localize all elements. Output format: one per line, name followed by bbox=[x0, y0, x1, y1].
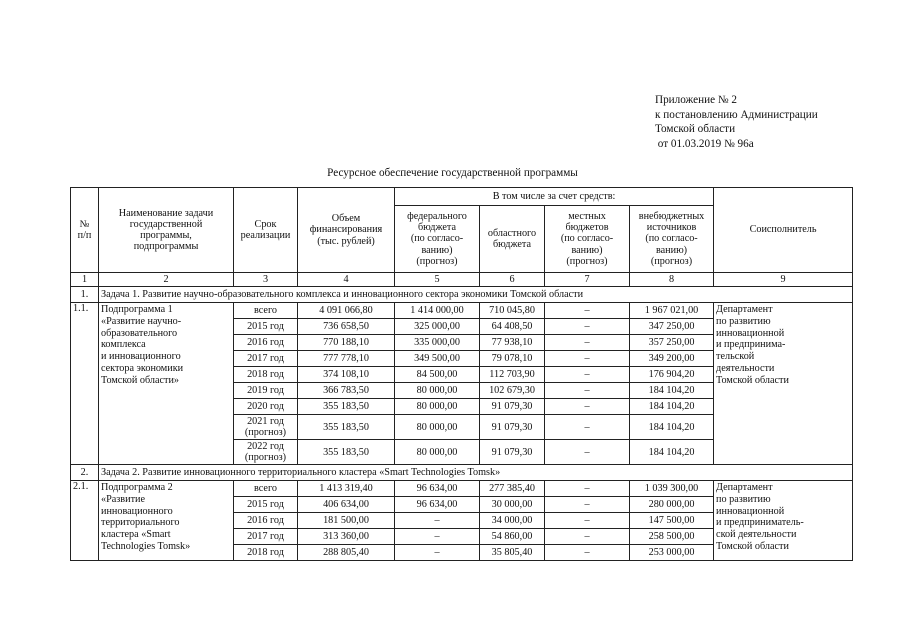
cell-volume: 770 188,10 bbox=[298, 335, 395, 351]
cell-period: 2017 год bbox=[234, 529, 298, 545]
cell-local: – bbox=[545, 529, 630, 545]
col-number: 7 bbox=[545, 273, 630, 287]
cell-regional: 79 078,10 bbox=[480, 351, 545, 367]
cell-period: 2016 год bbox=[234, 335, 298, 351]
col-number: 3 bbox=[234, 273, 298, 287]
cell-federal: 80 000,00 bbox=[395, 415, 480, 440]
cell-federal: 1 414 000,00 bbox=[395, 303, 480, 319]
cell-extra: 280 000,00 bbox=[630, 497, 714, 513]
col-number: 9 bbox=[714, 273, 853, 287]
cell-volume: 4 091 066,80 bbox=[298, 303, 395, 319]
table-row bbox=[71, 303, 853, 319]
cell-extra: 1 967 021,00 bbox=[630, 303, 714, 319]
cell-volume: 777 778,10 bbox=[298, 351, 395, 367]
cell-local: – bbox=[545, 440, 630, 465]
subprogram-name: Подпрограмма 2 «Развитие инновационного территориального кластера «Smart Technologies Tomsk» bbox=[99, 481, 234, 561]
cell-regional: 277 385,40 bbox=[480, 481, 545, 497]
task-num: 2. bbox=[71, 465, 99, 481]
cell-period: 2016 год bbox=[234, 513, 298, 529]
col-number: 2 bbox=[99, 273, 234, 287]
cell-period: 2015 год bbox=[234, 497, 298, 513]
cell-federal: – bbox=[395, 545, 480, 561]
cell-extra: 184 104,20 bbox=[630, 399, 714, 415]
appendix-line: от 01.03.2019 № 96а bbox=[655, 137, 754, 150]
cell-period: 2015 год bbox=[234, 319, 298, 335]
col-number: 5 bbox=[395, 273, 480, 287]
cell-federal: 80 000,00 bbox=[395, 440, 480, 465]
cell-federal: 80 000,00 bbox=[395, 399, 480, 415]
cell-volume: 181 500,00 bbox=[298, 513, 395, 529]
cell-federal: – bbox=[395, 529, 480, 545]
cell-federal: 96 634,00 bbox=[395, 481, 480, 497]
cell-federal: 325 000,00 bbox=[395, 319, 480, 335]
appendix-block bbox=[655, 93, 818, 151]
cell-regional: 91 079,30 bbox=[480, 399, 545, 415]
cell-volume: 736 658,50 bbox=[298, 319, 395, 335]
cell-regional: 710 045,80 bbox=[480, 303, 545, 319]
cell-local: – bbox=[545, 497, 630, 513]
executor-cell: Департамент по развитию инновационной и предприниматель- ской деятельности Томской области bbox=[714, 481, 853, 561]
task-text: Задача 2. Развитие инновационного территориального кластера «Smart Technologies Tomsk» bbox=[99, 465, 853, 481]
header-name: Наименование задачи государственной программы, подпрограммы bbox=[99, 188, 234, 273]
cell-extra: 184 104,20 bbox=[630, 415, 714, 440]
cell-regional: 91 079,30 bbox=[480, 415, 545, 440]
cell-local: – bbox=[545, 367, 630, 383]
cell-period: 2018 год bbox=[234, 367, 298, 383]
cell-extra: 176 904,20 bbox=[630, 367, 714, 383]
header-incl: В том числе за счет средств: bbox=[395, 188, 714, 206]
cell-volume: 288 805,40 bbox=[298, 545, 395, 561]
cell-period: 2020 год bbox=[234, 399, 298, 415]
cell-extra: 1 039 300,00 bbox=[630, 481, 714, 497]
cell-regional: 102 679,30 bbox=[480, 383, 545, 399]
task-num: 1. bbox=[71, 287, 99, 303]
appendix-line: к постановлению Администрации bbox=[655, 108, 818, 121]
task-text: Задача 1. Развитие научно-образовательного комплекса и инновационного сектора экономики Томской области bbox=[99, 287, 853, 303]
resource-table bbox=[70, 187, 853, 561]
cell-extra: 253 000,00 bbox=[630, 545, 714, 561]
cell-extra: 349 200,00 bbox=[630, 351, 714, 367]
cell-period: всего bbox=[234, 303, 298, 319]
cell-local: – bbox=[545, 545, 630, 561]
header-regional: областного бюджета bbox=[480, 206, 545, 273]
cell-local: – bbox=[545, 383, 630, 399]
col-number: 4 bbox=[298, 273, 395, 287]
cell-local: – bbox=[545, 513, 630, 529]
header-federal: федерального бюджета (по согласо- ванию) (прогноз) bbox=[395, 206, 480, 273]
page-title: Ресурсное обеспечение государственной программы bbox=[327, 167, 578, 179]
col-number: 8 bbox=[630, 273, 714, 287]
cell-local: – bbox=[545, 335, 630, 351]
cell-local: – bbox=[545, 399, 630, 415]
subprogram-name: Подпрограмма 1 «Развитие научно- образовательного комплекса и инновационного сектора экономики Томской области» bbox=[99, 303, 234, 465]
header-local: местных бюджетов (по согласо- ванию) (прогноз) bbox=[545, 206, 630, 273]
cell-local: – bbox=[545, 319, 630, 335]
header-period: Срок реализации bbox=[234, 188, 298, 273]
cell-federal: 349 500,00 bbox=[395, 351, 480, 367]
cell-federal: 84 500,00 bbox=[395, 367, 480, 383]
table-row bbox=[71, 481, 853, 497]
cell-volume: 355 183,50 bbox=[298, 440, 395, 465]
subprogram-num: 2.1. bbox=[71, 481, 99, 561]
cell-extra: 258 500,00 bbox=[630, 529, 714, 545]
cell-regional: 77 938,10 bbox=[480, 335, 545, 351]
cell-volume: 374 108,10 bbox=[298, 367, 395, 383]
cell-period: 2019 год bbox=[234, 383, 298, 399]
cell-local: – bbox=[545, 415, 630, 440]
cell-volume: 1 413 319,40 bbox=[298, 481, 395, 497]
cell-local: – bbox=[545, 303, 630, 319]
appendix-line: Приложение № 2 bbox=[655, 94, 737, 106]
col-number: 6 bbox=[480, 273, 545, 287]
cell-period: 2018 год bbox=[234, 545, 298, 561]
cell-period: всего bbox=[234, 481, 298, 497]
cell-local: – bbox=[545, 351, 630, 367]
cell-regional: 34 000,00 bbox=[480, 513, 545, 529]
header-num: № п/п bbox=[71, 188, 99, 273]
cell-federal: 96 634,00 bbox=[395, 497, 480, 513]
cell-extra: 147 500,00 bbox=[630, 513, 714, 529]
appendix-line: Томской области bbox=[655, 123, 736, 136]
cell-period: 2017 год bbox=[234, 351, 298, 367]
cell-regional: 64 408,50 bbox=[480, 319, 545, 335]
cell-volume: 355 183,50 bbox=[298, 399, 395, 415]
cell-regional: 112 703,90 bbox=[480, 367, 545, 383]
cell-regional: 30 000,00 bbox=[480, 497, 545, 513]
cell-extra: 347 250,00 bbox=[630, 319, 714, 335]
cell-period: 2021 год (прогноз) bbox=[234, 415, 298, 440]
task-row bbox=[71, 287, 853, 303]
cell-regional: 54 860,00 bbox=[480, 529, 545, 545]
cell-federal: 335 000,00 bbox=[395, 335, 480, 351]
cell-federal: 80 000,00 bbox=[395, 383, 480, 399]
cell-extra: 357 250,00 bbox=[630, 335, 714, 351]
header-executor: Соисполнитель bbox=[714, 188, 853, 273]
cell-federal: – bbox=[395, 513, 480, 529]
header-extra: внебюджетных источников (по согласо- ванию) (прогноз) bbox=[630, 206, 714, 273]
cell-local: – bbox=[545, 481, 630, 497]
task-row bbox=[71, 465, 853, 481]
cell-extra: 184 104,20 bbox=[630, 440, 714, 465]
cell-regional: 91 079,30 bbox=[480, 440, 545, 465]
cell-regional: 35 805,40 bbox=[480, 545, 545, 561]
cell-period: 2022 год (прогноз) bbox=[234, 440, 298, 465]
column-numbers-row bbox=[71, 273, 853, 287]
cell-volume: 406 634,00 bbox=[298, 497, 395, 513]
subprogram-num: 1.1. bbox=[71, 303, 99, 465]
cell-volume: 355 183,50 bbox=[298, 415, 395, 440]
col-number: 1 bbox=[71, 273, 99, 287]
cell-extra: 184 104,20 bbox=[630, 383, 714, 399]
cell-volume: 366 783,50 bbox=[298, 383, 395, 399]
header-volume: Объем финансирования (тыс. рублей) bbox=[298, 188, 395, 273]
cell-volume: 313 360,00 bbox=[298, 529, 395, 545]
executor-cell: Департамент по развитию инновационной и предпринима- тельской деятельности Томской области bbox=[714, 303, 853, 465]
